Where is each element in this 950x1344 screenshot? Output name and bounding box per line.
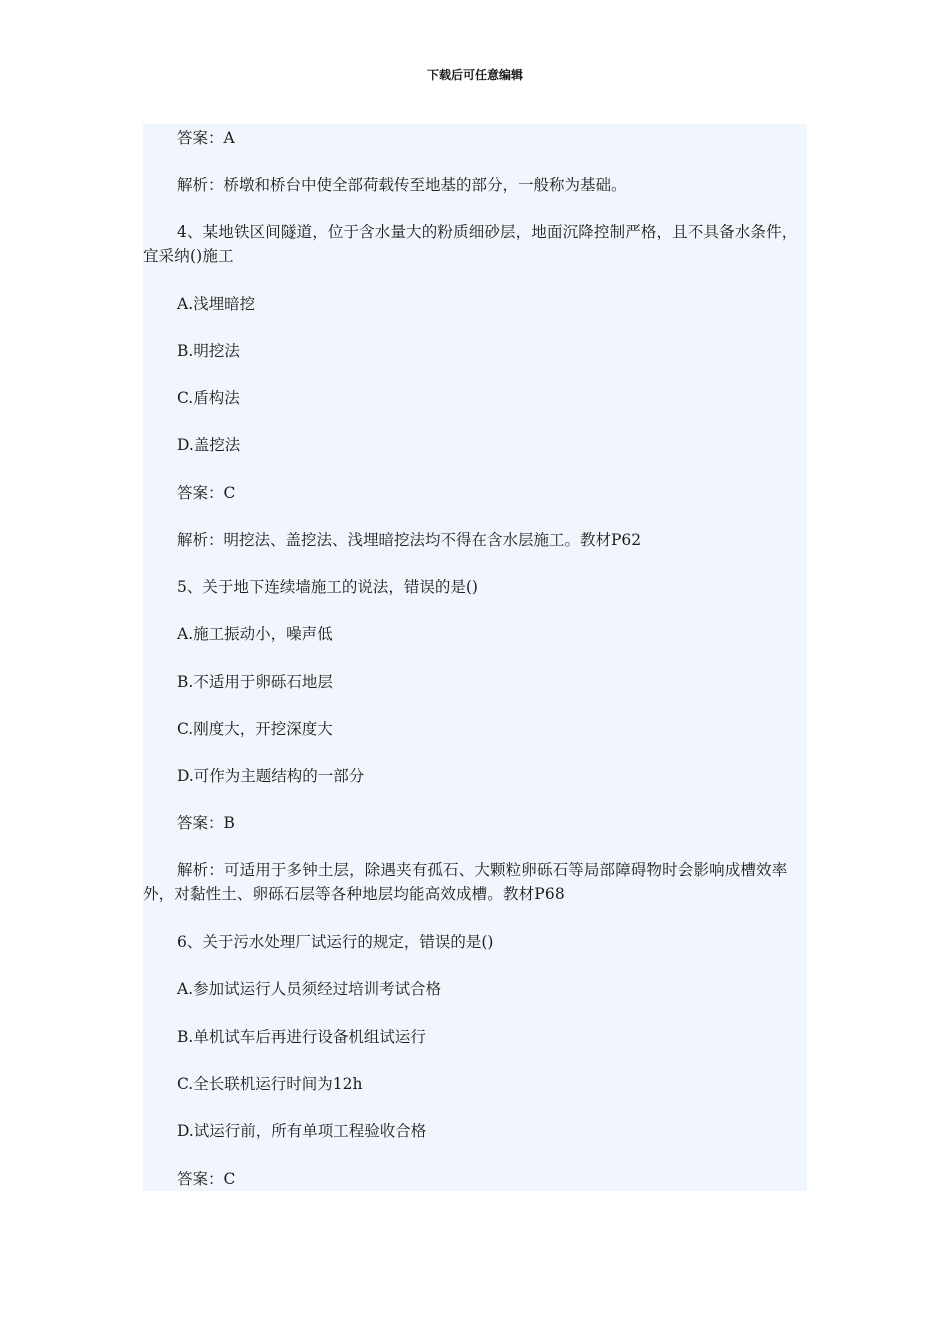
document-content	[143, 124, 807, 1191]
option-6a: A.参加试运行人员须经过培训考试合格	[177, 980, 442, 998]
answer-q3: 答案：A	[177, 129, 235, 147]
question-6: 6、关于污水处理厂试运行的规定，错误的是()	[177, 933, 494, 951]
question-4: 4、某地铁区间隧道，位于含水量大的粉质细砂层，地面沉降控制严格，且不具备水条件，宜采纳()施工	[143, 223, 798, 265]
analysis-q4: 解析：明挖法、盖挖法、浅埋暗挖法均不得在含水层施工。教材P62	[177, 531, 642, 549]
page-header: 下载后可任意编辑	[426, 68, 523, 82]
analysis-q3: 解析：桥墩和桥台中使全部荷载传至地基的部分，一般称为基础。	[177, 176, 627, 194]
answer-q5: 答案：B	[177, 814, 235, 832]
option-4c: C.盾构法	[177, 389, 240, 407]
option-5b: B.不适用于卵砾石地层	[177, 673, 333, 691]
answer-q6: 答案：C	[177, 1170, 236, 1188]
question-5: 5、关于地下连续墙施工的说法，错误的是()	[177, 578, 478, 596]
option-4a: A.浅埋暗挖	[177, 295, 256, 313]
option-6c: C.全长联机运行时间为12h	[177, 1075, 363, 1093]
option-4b: B.明挖法	[177, 342, 240, 360]
answer-q4: 答案：C	[177, 484, 236, 502]
option-5a: A.施工振动小，噪声低	[177, 625, 333, 643]
option-5d: D.可作为主题结构的一部分	[177, 767, 365, 785]
option-6d: D.试运行前，所有单项工程验收合格	[177, 1122, 427, 1140]
option-5c: C.刚度大，开挖深度大	[177, 720, 333, 738]
analysis-q5: 解析：可适用于多钟土层，除遇夹有孤石、大颗粒卵砾石等局部障碍物时会影响成槽效率外，对黏性土、卵砾石层等各种地层均能高效成槽。教材P68	[143, 861, 788, 903]
option-4d: D.盖挖法	[177, 436, 241, 454]
option-6b: B.单机试车后再进行设备机组试运行	[177, 1028, 426, 1046]
